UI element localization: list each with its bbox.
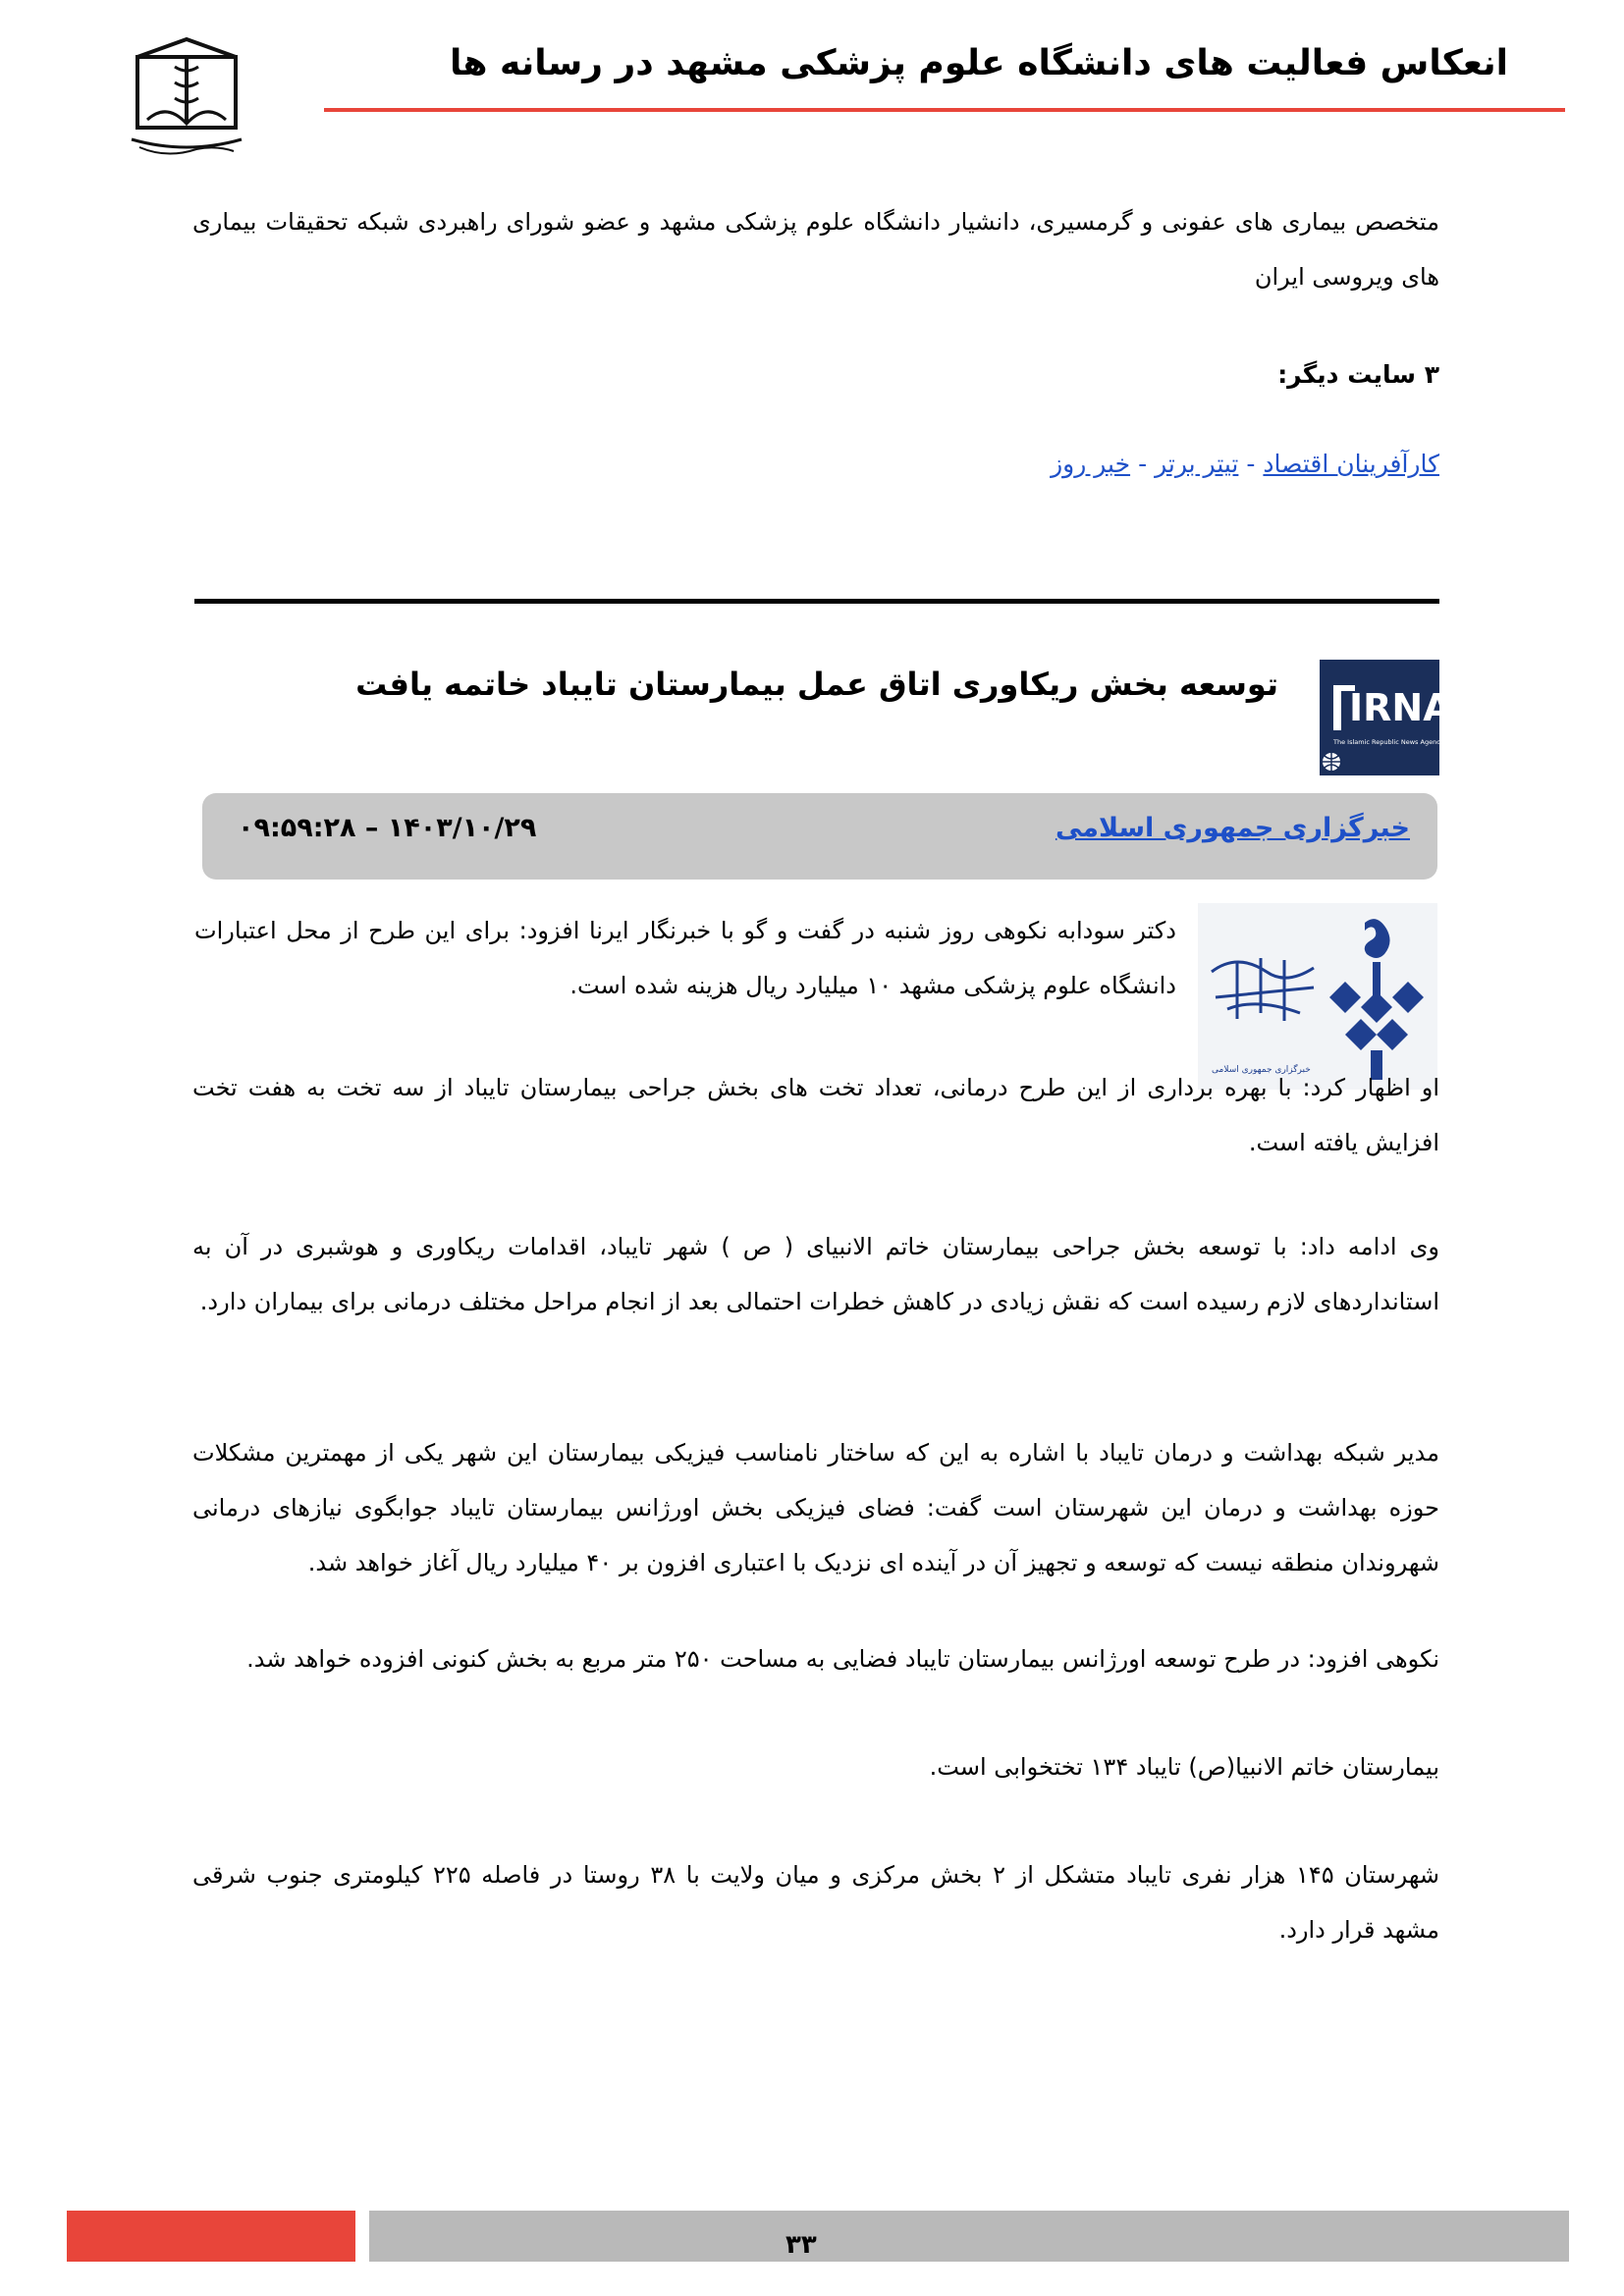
other-sites-label: ۳ سایت دیگر: <box>1277 360 1439 389</box>
section-divider <box>194 599 1439 604</box>
link-separator: - <box>1138 450 1148 478</box>
link-separator: - <box>1246 450 1256 478</box>
header-divider <box>324 108 1565 112</box>
article-paragraph: شهرستان ۱۴۵ هزار نفری تایباد متشکل از ۲ بخش مرکزی و میان ولایت با ۳۸ روستا در فاصله ۲۲۵ کیلومتری جنوب شرقی مشهد قرار دارد. <box>192 1861 1439 1944</box>
irna-logo-subtext: The Islamic Republic News Agency <box>1333 738 1444 746</box>
irna-logo-text: IRNA <box>1349 686 1452 729</box>
agency-logo-caption: خبرگزاری جمهوری اسلامی <box>1212 1065 1311 1075</box>
intro-paragraph: متخصص بیماری های عفونی و گرمسیری، دانشیار دانشگاه علوم پزشکی مشهد و عضو شورای راهبردی شبکه تحقیقات بیماری های ویروسی ایران <box>192 208 1439 291</box>
footer-bar <box>369 2211 1569 2262</box>
related-links <box>1051 450 1439 478</box>
article-paragraph: مدیر شبکه بهداشت و درمان تایباد با اشاره به این که ساختار نامناسب فیزیکی بیمارستان این شهر یکی از مهمترین مشکلات حوزه بهداشت و درمان این شهرستان است گفت: فضای فیزیکی بخش اورژانس بیمارستان تایباد جوابگوی نیازهای درمانی شهروندان منطقه نیست که توسعه و تجهیز آن در آینده ای نزدیک با اعتباری افزون بر ۴۰ میلیارد ریال آغاز خواهد شد. <box>192 1439 1439 1576</box>
source-link[interactable]: خبرگزاری جمهوری اسلامی <box>1055 813 1410 843</box>
article-paragraph: او اظهار کرد: با بهره برداری از این طرح درمانی، تعداد تخت های بخش جراحی بیمارستان تایباد از سه تخت به هفت تخت افزایش یافته است. <box>192 1074 1439 1156</box>
article-paragraph: نکوهی افزود: در طرح توسعه اورژانس بیمارستان تایباد فضایی به مساحت ۲۵۰ متر مربع به بخش کنونی افزوده خواهد شد. <box>246 1645 1439 1673</box>
article-title: توسعه بخش ریکاوری اتاق عمل بیمارستان تایباد خاتمه یافت <box>355 666 1278 703</box>
article-paragraph: وی ادامه داد: با توسعه بخش جراحی بیمارستان خاتم الانبیای ( ص ) شهر تایباد، اقدامات ریکاوری و هوشبری در آن به استانداردهای لازم رسیده است که نقش زیادی در کاهش خطرات احتمالی بعد از انجام مراحل مختلف درمانی برای بیماران دارد. <box>192 1233 1439 1315</box>
irna-logo <box>1320 660 1452 775</box>
article-datetime: ۱۴۰۳/۱۰/۲۹ – ۰۹:۵۹:۲۸ <box>238 813 537 843</box>
article-paragraph: بیمارستان خاتم الانبیا(ص) تایباد ۱۳۴ تختخوابی است. <box>929 1753 1439 1781</box>
link-titr-bartar[interactable]: تیتر برتر <box>1155 450 1239 478</box>
university-logo <box>118 37 255 175</box>
article-paragraph: دکتر سودابه نکوهی روز شنبه در گفت و گو با خبرنگار ایرنا افزود: برای این طرح از محل اعتبارات دانشگاه علوم پزشکی مشهد ۱۰ میلیارد ریال هزینه شده است. <box>194 917 1176 999</box>
link-khabar-rooz[interactable]: خبر روز <box>1051 450 1131 478</box>
footer-accent-bar <box>67 2211 355 2262</box>
page-header-title: انعکاس فعالیت های دانشگاه علوم پزشکی مشهد در رسانه ها <box>449 43 1508 83</box>
page-number: ۳۳ <box>785 2230 817 2260</box>
link-karafarinan-eghtesad[interactable]: کارآفرینان اقتصاد <box>1263 450 1439 478</box>
article-source-bar <box>202 793 1437 880</box>
